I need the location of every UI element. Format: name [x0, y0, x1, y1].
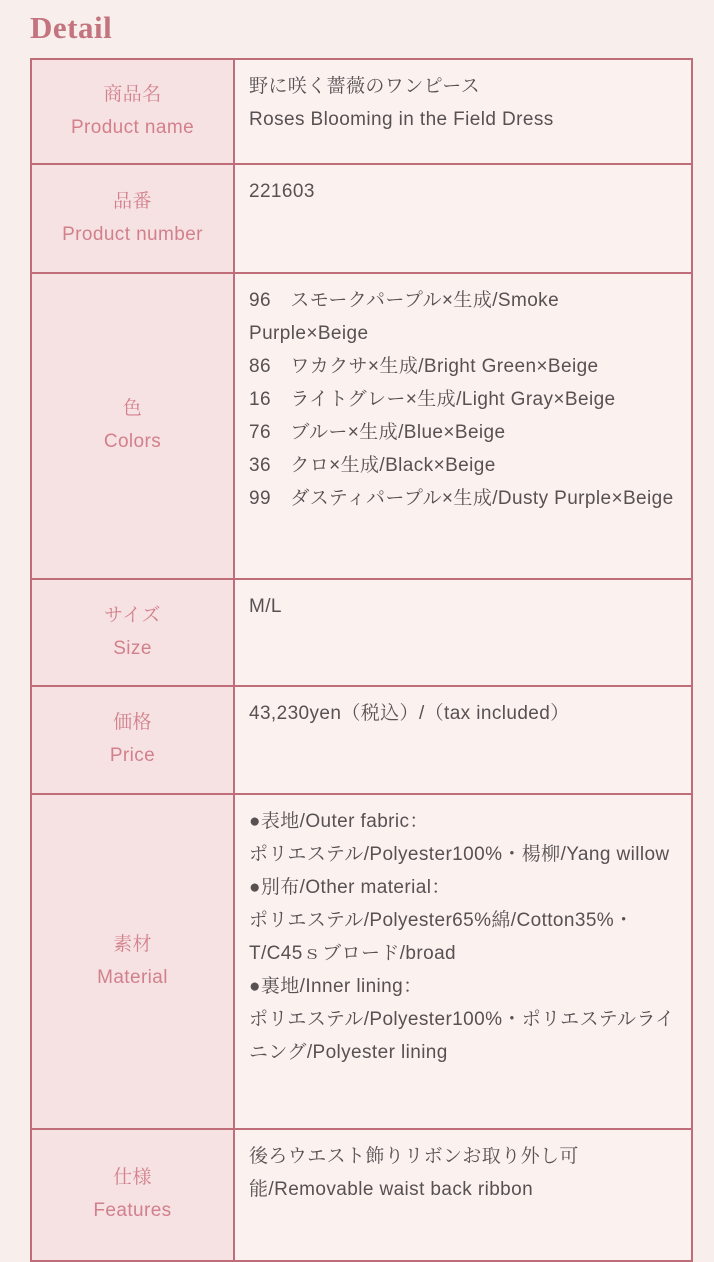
table-row [31, 794, 692, 1129]
value-line: 43,230yen（税込）/（tax included） [249, 703, 570, 724]
table-row [31, 1129, 692, 1261]
row-label-en: Size [113, 637, 152, 659]
table-row [31, 59, 692, 164]
row-label-ja: サイズ [104, 604, 161, 626]
row-label-cell [31, 1129, 234, 1261]
row-label-ja: 商品名 [103, 83, 162, 105]
row-label-en: Colors [103, 431, 162, 452]
row-label-en: Product name [70, 116, 195, 138]
value-line: ポリエステル/Polyester100%・ポリエステルライニング/Polyester lining [249, 1009, 675, 1064]
row-label-ja: 品番 [113, 190, 152, 212]
value-line: ●別布/Other material： [249, 877, 451, 899]
row-value-cell [234, 273, 692, 579]
page-title: Detail [30, 10, 113, 45]
value-line: Roses Blooming in the Field Dress [249, 109, 554, 131]
value-line: 86 ワカクサ×生成/Bright Green×Beige [249, 356, 599, 378]
row-label-en: Price [109, 745, 156, 766]
value-line: 36 クロ×生成/Black×Beige [249, 455, 496, 477]
row-label-cell [31, 794, 234, 1129]
value-line: ●裏地/Inner lining： [249, 976, 423, 998]
row-value-cell [234, 164, 692, 273]
row-label-ja: 価格 [113, 712, 152, 734]
row-label-en: Features [93, 1200, 172, 1221]
value-line: ●表地/Outer fabric： [249, 811, 429, 832]
row-label-ja: 色 [122, 398, 143, 420]
row-value-cell [234, 686, 692, 794]
value-line: 野に咲く薔薇のワンピース [249, 76, 481, 97]
value-line: ポリエステル/Polyester65%綿/Cotton35%・T/C45ｓブロード/broad [249, 910, 634, 965]
value-line: 99 ダスティパープル×生成/Dusty Purple×Beige [249, 488, 674, 510]
row-label-cell [31, 579, 234, 686]
detail-table-body [31, 59, 692, 1261]
row-value-cell [234, 59, 692, 164]
value-line: ポリエステル/Polyester100%・楊柳/Yang willow [249, 844, 670, 866]
table-row [31, 273, 692, 579]
row-value-cell [234, 794, 692, 1129]
row-label-en: Product number [62, 223, 203, 245]
row-label-en: Material [97, 966, 168, 988]
value-line: 221603 [249, 181, 315, 202]
table-row [31, 686, 692, 794]
table-row [31, 164, 692, 273]
value-line: 後ろウエスト飾りリボンお取り外し可能/Removable waist back ribbon [249, 1146, 579, 1201]
row-label-ja: 仕様 [113, 1167, 152, 1189]
product-detail-table [30, 58, 693, 1262]
row-label-cell [31, 164, 234, 273]
value-line: 16 ライトグレー×生成/Light Gray×Beige [249, 389, 616, 411]
row-label-cell [31, 273, 234, 579]
row-label-ja: 素材 [113, 933, 152, 955]
value-line: M/L [249, 596, 282, 617]
table-row [31, 579, 692, 686]
row-label-cell [31, 59, 234, 164]
value-line: 96 スモークパープル×生成/Smoke Purple×Beige [249, 290, 560, 345]
row-value-cell [234, 579, 692, 686]
row-label-cell [31, 686, 234, 794]
row-value-cell [234, 1129, 692, 1261]
value-line: 76 ブルー×生成/Blue×Beige [249, 422, 506, 444]
